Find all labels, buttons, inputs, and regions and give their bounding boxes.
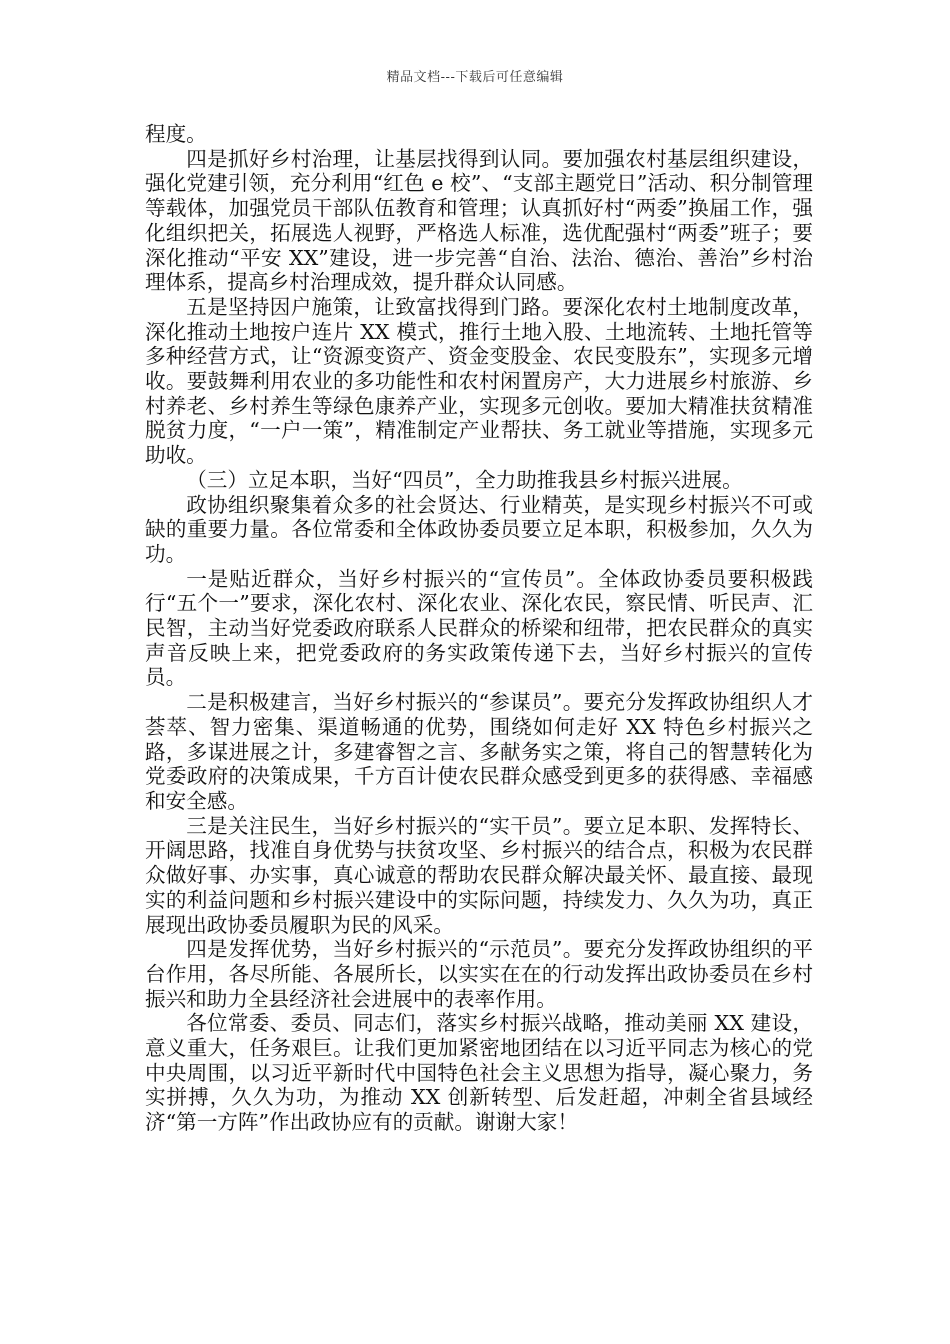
paragraph-6: 一是贴近群众，当好乡村振兴的“宣传员”。全体政协委员要积极践行“五个一”要求，深化农村、深化农业、深化农民，察民情、听民声、汇民智，主动当好党委政府联系人民群众的桥梁和纽带，把农民群众的真实声音反映上来，把党委政府的务实政策传递下去，当好乡村振兴的宣传员。 — [145, 566, 813, 690]
paragraph-1: 程度。 — [145, 122, 207, 146]
paragraph-3: 五是坚持因户施策，让致富找得到门路。要深化农村土地制度改革，深化推动土地按户连片 XX 模式，推行土地入股、土地流转、土地托管等多种经营方式，让“资源变资产、资金变股金、农民变股东”，实现多元增收。要鼓舞利用农业的多功能性和农村闲置房产，大力进展乡村旅游、乡村养老、乡村养生等绿色康养产业，实现多元创收。要加大精准扶贫精准脱贫力度，“一户一策”，精准制定产业帮扶、务工就业等措施，实现多元助收。 — [145, 294, 813, 468]
paragraph-9: 四是发挥优势，当好乡村振兴的“示范员”。要充分发挥政协组织的平台作用，各尽所能、各展所长，以实实在在的行动发挥出政协委员在乡村振兴和助力全县经济社会进展中的表率作用。 — [145, 937, 813, 1011]
paragraph-5: 政协组织聚集着众多的社会贤达、行业精英，是实现乡村振兴不可或缺的重要力量。各位常委和全体政协委员要立足本职，积极参加，久久为功。 — [145, 492, 813, 566]
document-body — [145, 122, 813, 1135]
paragraph-10: 各位常委、委员、同志们，落实乡村振兴战略，推动美丽 XX 建设，意义重大，任务艰巨。让我们更加紧密地团结在以习近平同志为核心的党中央周围，以习近平新时代中国特色社会主义思想为指导，凝心聚力，务实拼搏，久久为功，为推动 XX 创新转型、后发赶超，冲刺全省县域经济“第一方阵”作出政协应有的贡献。谢谢大家！ — [145, 1011, 813, 1135]
section-heading: （三）立足本职，当好“四员”，全力助推我县乡村振兴进展。 — [186, 467, 743, 492]
paragraph-7: 二是积极建言，当好乡村振兴的“参谋员”。要充分发挥政协组织人才荟萃、智力密集、渠道畅通的优势，围绕如何走好 XX 特色乡村振兴之路，多谋进展之计，多建睿智之言、多献务实之策，将自己的智慧转化为党委政府的决策成果，千方百计使农民群众感受到更多的获得感、幸福感和安全感。 — [145, 690, 813, 813]
page-header: 精品文档---下载后可任意编辑 — [386, 70, 564, 85]
paragraph-2: 四是抓好乡村治理，让基层找得到认同。要加强农村基层组织建设，强化党建引领，充分利用“红色 e 校”、“支部主题党日”活动、积分制管理等载体，加强党员干部队伍教育和管理；认真抓好村“两委”换届工作，强化组织把关，拓展选人视野，严格选人标准，选优配强村“两委”班子；要深化推动“平安 XX”建设，进一步完善“自治、法治、德治、善治”乡村治理体系，提高乡村治理成效，提升群众认同感。 — [145, 146, 813, 295]
paragraph-8: 三是关注民生，当好乡村振兴的“实干员”。要立足本职、发挥特长、开阔思路，找准自身优势与扶贫攻坚、乡村振兴的结合点，积极为农民群众做好事、办实事，真心诚意的帮助农民群众解决最关怀、最直接、最现实的利益问题和乡村振兴建设中的实际问题，持续发力、久久为功，真正展现出政协委员履职为民的风采。 — [145, 813, 813, 937]
